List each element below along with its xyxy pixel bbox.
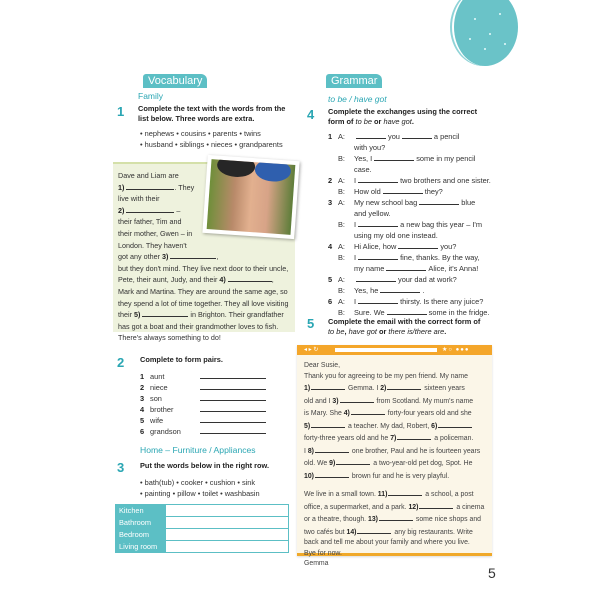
item-word: aunt xyxy=(150,372,165,381)
email-line xyxy=(304,513,485,526)
gap-number: 9) xyxy=(329,460,336,467)
line-text: blue xyxy=(461,198,476,207)
line-text: using my old one instead. xyxy=(354,231,438,240)
gap-blank[interactable] xyxy=(438,420,472,428)
nav-arrows-icon[interactable]: ◂ ▸ ↻ xyxy=(304,347,319,353)
email-line: Thank you for agreeing to be my pen friend. My name xyxy=(304,372,468,380)
subheading-grammar: to be / have got xyxy=(328,94,387,104)
exchange-line xyxy=(328,285,491,296)
text-line: in Brighton. Their grandfather xyxy=(190,310,284,320)
gap-number: 1) xyxy=(304,385,311,392)
pair-item xyxy=(140,382,266,393)
pair-item xyxy=(140,393,266,404)
speaker-label: A: xyxy=(338,198,345,207)
section-tab-vocabulary: Vocabulary xyxy=(143,74,207,88)
gap-blank[interactable] xyxy=(358,252,398,260)
exchange-line xyxy=(328,208,491,219)
gap-blank[interactable] xyxy=(228,274,274,285)
gap-number: 3) xyxy=(161,252,169,262)
speaker-label: A: xyxy=(338,176,345,185)
email-text: one brother, Paul and he is fourteen years xyxy=(349,447,481,455)
email-text: a cinema xyxy=(454,503,485,511)
text-line: they spend a lot of time together. They all love visiting xyxy=(118,298,289,308)
item-number: 5 xyxy=(140,416,145,425)
speaker-label: A: xyxy=(338,275,345,284)
exchange-line xyxy=(328,219,491,230)
email-text: forty-four years old and she xyxy=(385,410,472,417)
gap-number: 5) xyxy=(133,310,141,320)
subheading-home: Home – Furniture / Appliances xyxy=(140,445,256,455)
item-word: niece xyxy=(150,383,168,392)
gap-number: 11) xyxy=(377,491,388,498)
answer-cell[interactable] xyxy=(166,529,289,541)
gap-blank[interactable] xyxy=(311,382,345,390)
email-text: I xyxy=(304,447,308,455)
gap-number: 6) xyxy=(431,422,438,430)
line-text: case. xyxy=(354,165,372,174)
line-text: some in the fridge. xyxy=(428,308,490,317)
exchange-line xyxy=(328,263,491,274)
speaker-label: B: xyxy=(338,187,345,196)
email-line xyxy=(304,526,485,539)
line-text: you? xyxy=(440,242,457,251)
email-window xyxy=(297,345,492,567)
exercise-instruction: Complete the email with the correct form of to be, have got or there is/there are. xyxy=(328,317,481,336)
window-controls-icon[interactable]: ★○ ●●● xyxy=(442,347,470,353)
line-text: I xyxy=(354,253,357,262)
line-text: How old xyxy=(354,187,381,196)
answer-blank[interactable] xyxy=(200,415,266,423)
gap-number: 5) xyxy=(304,422,311,430)
gap-blank[interactable] xyxy=(336,457,370,465)
line-text: and yellow. xyxy=(354,209,391,218)
answer-blank[interactable] xyxy=(200,426,266,434)
email-body xyxy=(297,355,492,576)
word-list: • husband • siblings • nieces • grandparents xyxy=(140,140,283,149)
text-line: – xyxy=(174,205,181,215)
gap-blank[interactable] xyxy=(126,205,174,213)
text-line: London. They haven't xyxy=(118,240,187,250)
gap-blank[interactable] xyxy=(397,432,431,440)
text-line: their xyxy=(118,310,132,320)
exchange-line xyxy=(328,186,491,197)
text-line: got any other xyxy=(118,252,160,262)
line-text: Hi Alice, how xyxy=(354,242,397,251)
email-text: old. We xyxy=(304,460,330,467)
line-text: some in my pencil xyxy=(416,154,476,163)
pair-item xyxy=(140,404,266,415)
email-line xyxy=(304,445,485,458)
gap-blank[interactable] xyxy=(402,131,432,139)
gap-blank[interactable] xyxy=(398,241,438,249)
exchange-line xyxy=(328,175,491,186)
photo-two-boys xyxy=(202,155,299,239)
gap-blank[interactable] xyxy=(356,131,386,139)
email-line xyxy=(304,432,485,445)
exchange-number: 1 xyxy=(328,132,333,141)
gap-number: 12) xyxy=(408,503,419,511)
exercise-number: 4 xyxy=(307,107,315,122)
email-line xyxy=(304,457,485,470)
gap-blank[interactable] xyxy=(340,395,374,403)
speaker-label: B: xyxy=(338,286,345,295)
exercise-instruction: Complete the text with the words from the list below. Three words are extra. xyxy=(138,104,286,123)
line-text: a pencil xyxy=(433,132,460,141)
gap-blank[interactable] xyxy=(357,526,391,534)
line-text: Yes, I xyxy=(354,154,373,163)
email-line xyxy=(304,501,485,514)
gap-blank[interactable] xyxy=(170,251,219,262)
exchange-line xyxy=(328,274,491,285)
email-text: is Mary. She xyxy=(304,410,344,417)
speaker-label: B: xyxy=(338,308,345,317)
line-text: you xyxy=(388,132,400,141)
answer-blank[interactable] xyxy=(200,371,266,379)
email-text: old and I xyxy=(304,397,333,405)
exchange-line xyxy=(328,296,491,307)
item-number: 1 xyxy=(140,372,145,381)
gap-number: 4) xyxy=(343,410,350,417)
email-text: back and tell me about your family and where you live. xyxy=(304,539,470,546)
exercise-instruction: Put the words below in the right row. xyxy=(140,461,270,470)
gap-blank[interactable] xyxy=(315,445,349,453)
item-word: son xyxy=(150,394,162,403)
gap-blank[interactable] xyxy=(356,274,396,282)
email-line: Dear Susie, xyxy=(304,362,341,369)
gap-number: 2) xyxy=(380,385,387,392)
speaker-label: B: xyxy=(338,253,345,262)
pair-item xyxy=(140,415,266,426)
exercise-number: 5 xyxy=(307,316,315,331)
line-text: fine, thanks. By the way, xyxy=(400,253,480,262)
gap-number: 1) xyxy=(118,182,125,192)
exchange-line xyxy=(328,252,491,263)
text-line: , xyxy=(216,252,219,262)
line-text: My new school bag xyxy=(354,198,418,207)
gap-number: 4) xyxy=(219,275,226,285)
exercise-number: 2 xyxy=(117,355,125,370)
gap-blank[interactable] xyxy=(358,219,398,227)
section-tab-grammar: Grammar xyxy=(326,74,382,88)
speaker-label: B: xyxy=(338,220,345,229)
email-line xyxy=(304,470,485,483)
row-label: Bedroom xyxy=(116,529,166,541)
exchange-line xyxy=(328,142,491,153)
email-text: a teacher. My dad, Robert, xyxy=(346,422,432,430)
email-text: sixteen years xyxy=(422,385,465,392)
item-number: 3 xyxy=(140,394,145,403)
gap-blank[interactable] xyxy=(126,182,174,190)
item-number: 6 xyxy=(140,427,145,436)
gap-blank[interactable] xyxy=(386,263,426,271)
gap-blank[interactable] xyxy=(419,197,459,205)
text-line: , xyxy=(271,275,274,285)
speaker-label: B: xyxy=(338,154,345,163)
speaker-label: A: xyxy=(338,297,345,306)
gap-blank[interactable] xyxy=(358,296,398,304)
exchange-number: 5 xyxy=(328,275,333,284)
exercise-instruction: Complete the exchanges using the correct form of to be or have got. xyxy=(328,107,478,126)
row-label: Kitchen xyxy=(116,505,166,517)
email-text: from Scotland. My mum's name xyxy=(374,397,474,405)
text-line: Dave and Liam are xyxy=(118,171,179,180)
row-label: Living room xyxy=(116,541,166,553)
exercise-number: 3 xyxy=(117,460,125,475)
line-text: thirsty. Is there any juice? xyxy=(400,297,484,306)
line-text: Sure. We xyxy=(354,308,385,317)
exchange-line xyxy=(328,241,491,252)
item-word: brother xyxy=(150,405,174,414)
gap-blank[interactable] xyxy=(374,153,414,161)
gap-blank[interactable] xyxy=(388,488,422,496)
speaker-label: A: xyxy=(338,242,345,251)
speaker-label: A: xyxy=(338,132,345,141)
email-text: forty-three years old and he xyxy=(304,435,391,442)
gap-blank[interactable] xyxy=(358,175,398,183)
row-label: Bathroom xyxy=(116,517,166,529)
text-line: has got a boat and their grandmother loves to fish. xyxy=(118,321,279,331)
item-word: grandson xyxy=(150,427,181,436)
text-line: their mother, Gwen – in xyxy=(118,228,193,238)
gap-blank[interactable] xyxy=(380,285,420,293)
line-text: they? xyxy=(424,187,443,196)
email-line xyxy=(304,549,485,560)
gap-blank[interactable] xyxy=(315,470,349,478)
exercise-number: 1 xyxy=(117,104,125,119)
pairs-list xyxy=(140,371,266,437)
email-line xyxy=(304,395,485,408)
exchange-line xyxy=(328,153,491,164)
item-word: wife xyxy=(150,416,164,425)
exchange-line xyxy=(328,131,491,142)
text-line: . They xyxy=(174,182,195,192)
text-line: but they don't mind. They live next door to their uncle, xyxy=(118,263,289,273)
email-text: some nice shops and xyxy=(413,516,481,523)
line-text: your dad at work? xyxy=(398,275,457,284)
exchange-line xyxy=(328,197,491,208)
exchange-number: 4 xyxy=(328,242,333,251)
email-text: a school, a post xyxy=(423,491,474,498)
gap-number: 3) xyxy=(332,397,339,405)
email-line xyxy=(304,488,485,501)
gap-blank[interactable] xyxy=(387,382,421,390)
gap-blank[interactable] xyxy=(379,513,413,521)
decorative-circle xyxy=(452,0,518,66)
email-text: office, a supermarket, and a park. xyxy=(304,503,409,511)
gap-blank[interactable] xyxy=(351,407,385,415)
word-list: • nephews • cousins • parents • twins xyxy=(140,129,261,138)
email-line xyxy=(304,538,485,549)
answer-blank[interactable] xyxy=(200,393,266,401)
email-text: We live in a small town. xyxy=(304,491,378,498)
email-line xyxy=(304,420,485,433)
exchange-number: 3 xyxy=(328,198,333,207)
answer-blank[interactable] xyxy=(200,404,266,412)
rooms-table xyxy=(115,504,289,553)
gap-blank[interactable] xyxy=(311,420,345,428)
gap-number: 2) xyxy=(118,205,125,215)
text-line: There's always something to do! xyxy=(118,333,221,343)
exercise-instruction: Complete to form pairs. xyxy=(140,355,223,364)
email-line xyxy=(304,407,485,420)
line-text: I xyxy=(354,297,357,306)
email-text: a policeman. xyxy=(432,435,474,442)
answer-cell[interactable] xyxy=(166,517,289,529)
line-text: I xyxy=(354,220,357,229)
word-list: • bath(tub) • cooker • cushion • sink xyxy=(140,478,256,487)
line-text: . xyxy=(422,286,425,295)
email-text: brown fur and he is very playful. xyxy=(349,472,450,480)
text-line: their father, Tim and xyxy=(118,217,182,227)
email-text: or a theatre, though. xyxy=(304,516,368,523)
line-text: two brothers and one sister. xyxy=(400,176,491,185)
line-text: Alice, it's Anna! xyxy=(428,264,479,273)
gap-number: 14) xyxy=(346,528,357,536)
gap-blank[interactable] xyxy=(387,307,427,315)
email-text: two cafés but xyxy=(304,528,347,536)
email-line xyxy=(304,382,485,395)
exchange-number: 6 xyxy=(328,297,333,306)
gap-blank[interactable] xyxy=(419,501,453,509)
page-number: 5 xyxy=(488,565,496,581)
gap-number: 7) xyxy=(390,435,397,442)
word-list: • painting • pillow • toilet • washbasin xyxy=(140,489,260,498)
email-text: Gemma xyxy=(304,560,329,567)
line-text: I xyxy=(354,176,357,185)
pair-item xyxy=(140,426,266,437)
address-bar[interactable] xyxy=(335,348,437,352)
email-text: Bye for now. xyxy=(304,549,342,557)
answer-blank[interactable] xyxy=(200,382,266,390)
blue-cap xyxy=(254,159,291,183)
item-number: 2 xyxy=(140,383,145,392)
line-text: a new bag this year – I'm xyxy=(400,220,482,229)
subheading-family: Family xyxy=(138,91,164,101)
answer-cell[interactable] xyxy=(166,505,289,517)
black-cap xyxy=(216,159,255,178)
line-text: with you? xyxy=(354,143,386,152)
gap-number: 10) xyxy=(304,472,314,480)
text-line: Pete, their aunt, Judy, and their xyxy=(118,275,218,285)
exchange-line xyxy=(328,164,491,175)
item-number: 4 xyxy=(140,405,145,414)
email-text: a two-year-old pet dog, Spot. He xyxy=(371,460,473,467)
email-text: Gemma. I xyxy=(346,385,381,392)
text-line: Mark and Martina. They are around the same age, so xyxy=(118,286,288,296)
browser-toolbar xyxy=(297,345,492,355)
exchange-line xyxy=(328,230,491,241)
email-text: any big restaurants. Write xyxy=(392,528,473,536)
gap-blank[interactable] xyxy=(383,186,423,194)
line-text: Yes, he xyxy=(354,286,379,295)
line-text: my name xyxy=(354,264,385,273)
email-line xyxy=(304,559,485,570)
gap-number: 8) xyxy=(307,447,314,455)
text-line: live with their xyxy=(118,194,160,204)
answer-cell[interactable] xyxy=(166,541,289,553)
pair-item xyxy=(140,371,266,382)
exchanges-list xyxy=(328,131,491,318)
exchange-number: 2 xyxy=(328,176,333,185)
gap-blank[interactable] xyxy=(142,309,188,317)
gap-number: 13) xyxy=(367,516,378,523)
